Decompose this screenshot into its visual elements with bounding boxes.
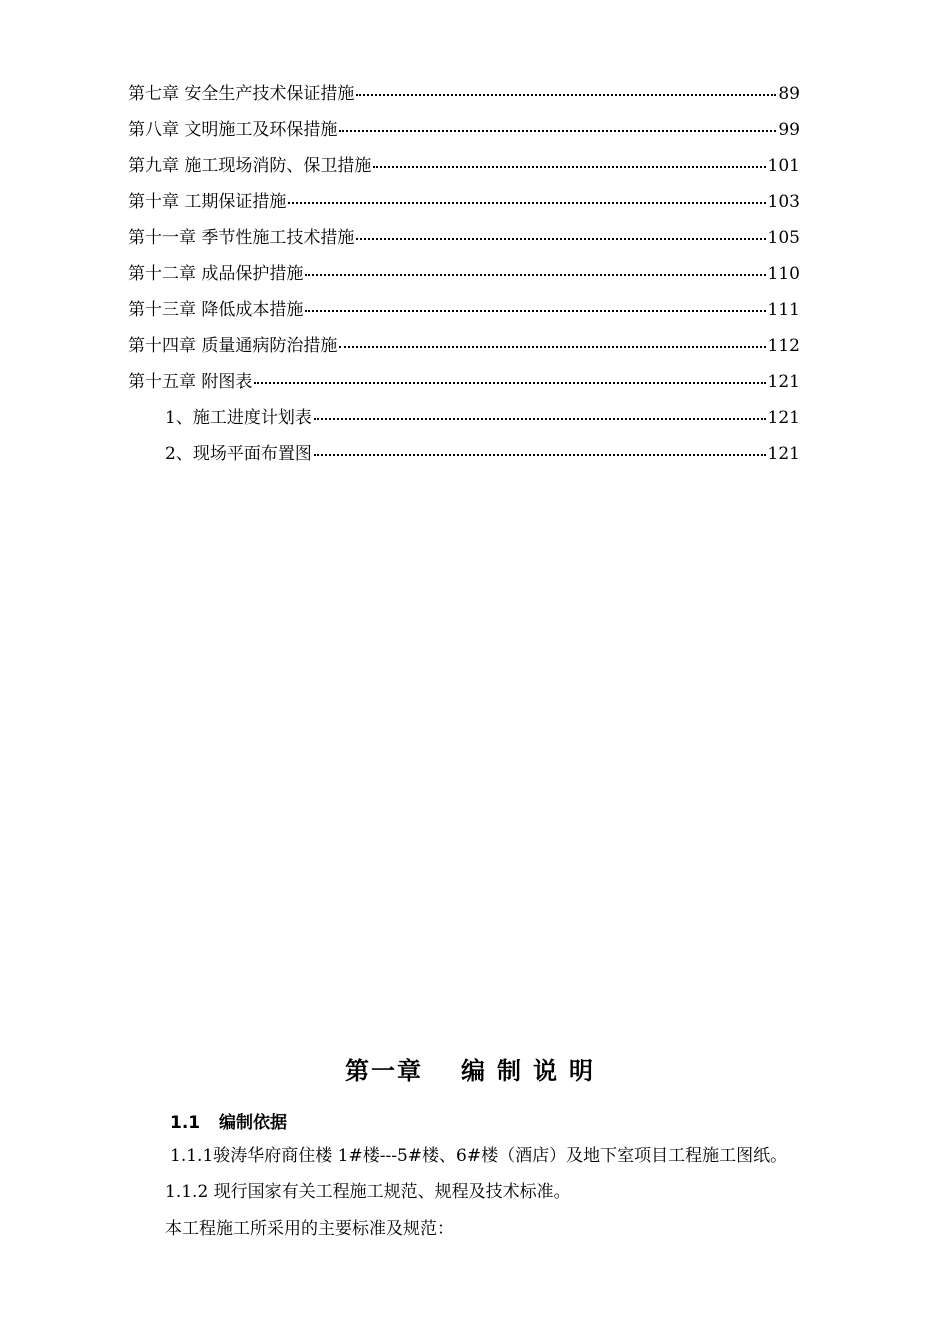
toc-entry[interactable] — [128, 256, 800, 292]
toc-entry-label: 第十四章 质量通病防治措施 — [128, 336, 338, 356]
toc-entry[interactable] — [128, 148, 800, 184]
toc-entry-label: 第九章 施工现场消防、保卫措施 — [128, 156, 372, 176]
toc-leader-dots — [305, 310, 765, 312]
toc-entry-page: 112 — [767, 336, 800, 356]
toc-entry-label: 第十二章 成品保护措施 — [128, 264, 304, 284]
chapter-number: 第一章 — [345, 1057, 423, 1085]
section-title: 编制依据 — [219, 1113, 287, 1133]
toc-entry-label: 第十五章 附图表 — [128, 372, 253, 392]
toc-entry[interactable] — [128, 76, 800, 112]
body-paragraph: 1.1.2 现行国家有关工程施工规范、规程及技术标准。 — [165, 1182, 571, 1202]
toc-leader-dots — [339, 130, 776, 132]
toc-entry-page: 110 — [767, 264, 800, 284]
toc-leader-dots — [288, 202, 765, 204]
toc-entry[interactable] — [128, 328, 800, 364]
toc-leader-dots — [339, 346, 765, 348]
body-paragraph: 本工程施工所采用的主要标准及规范： — [165, 1219, 454, 1239]
table-of-contents — [128, 76, 800, 472]
toc-entry[interactable] — [128, 220, 800, 256]
toc-entry-page: 103 — [767, 192, 800, 212]
toc-subentry[interactable] — [128, 436, 800, 472]
toc-leader-dots — [356, 238, 765, 240]
toc-leader-dots — [373, 166, 765, 168]
toc-entry-page: 99 — [778, 120, 800, 140]
chapter-name: 编制说明 — [461, 1057, 605, 1085]
section-heading — [170, 1108, 287, 1133]
toc-entry-page: 105 — [767, 228, 800, 248]
toc-entry-page: 89 — [778, 84, 800, 104]
body-paragraph: 1.1.1骏涛华府商住楼 1#楼---5#楼、6#楼（酒店）及地下室项目工程施工图纸。 — [170, 1146, 788, 1166]
chapter-title — [0, 1051, 950, 1086]
toc-entry-label: 1、施工进度计划表 — [165, 408, 312, 428]
toc-entry-page: 121 — [767, 444, 800, 464]
toc-leader-dots — [356, 94, 776, 96]
toc-entry-label: 第七章 安全生产技术保证措施 — [128, 84, 355, 104]
toc-entry[interactable] — [128, 364, 800, 400]
toc-entry[interactable] — [128, 184, 800, 220]
toc-entry-label: 第十一章 季节性施工技术措施 — [128, 228, 355, 248]
section-number: 1.1 — [170, 1113, 201, 1133]
toc-leader-dots — [314, 418, 766, 420]
toc-entry-label: 2、现场平面布置图 — [165, 444, 312, 464]
toc-entry-page: 111 — [767, 300, 800, 320]
toc-leader-dots — [254, 382, 765, 384]
toc-entry-label: 第十三章 降低成本措施 — [128, 300, 304, 320]
toc-entry[interactable] — [128, 292, 800, 328]
toc-leader-dots — [305, 274, 765, 276]
toc-entry-label: 第十章 工期保证措施 — [128, 192, 287, 212]
toc-entry-page: 121 — [767, 372, 800, 392]
toc-entry-label: 第八章 文明施工及环保措施 — [128, 120, 338, 140]
toc-entry-page: 101 — [767, 156, 800, 176]
toc-entry[interactable] — [128, 112, 800, 148]
toc-entry-page: 121 — [767, 408, 800, 428]
toc-subentry[interactable] — [128, 400, 800, 436]
toc-leader-dots — [314, 454, 766, 456]
